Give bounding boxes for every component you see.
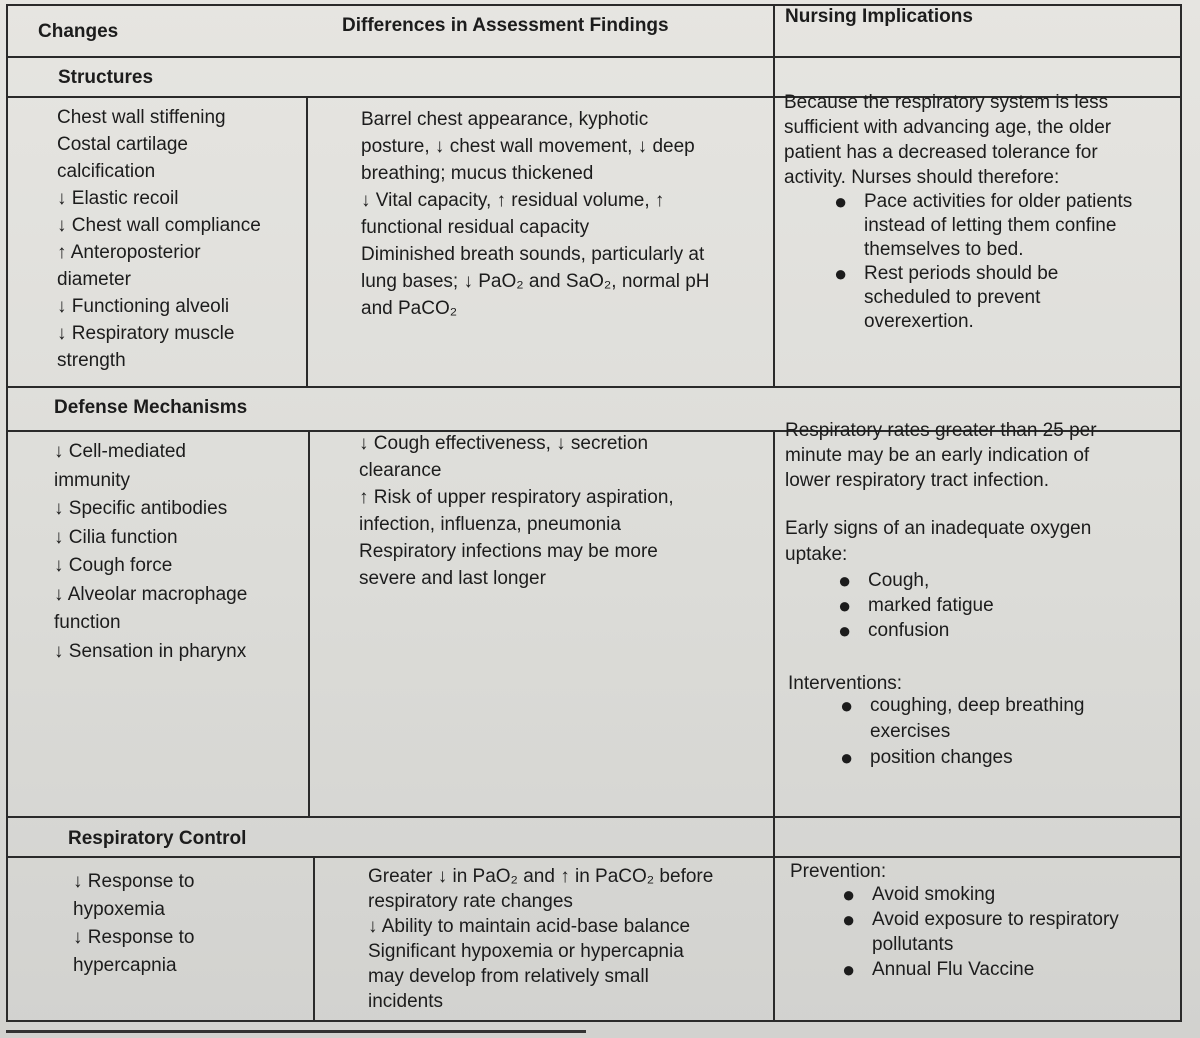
text-line: coughing, deep breathing bbox=[870, 695, 1085, 716]
text-line: Avoid exposure to respiratory bbox=[872, 909, 1119, 930]
list-item bbox=[842, 882, 1119, 907]
text-line: Because the respiratory system is less bbox=[784, 92, 1109, 113]
text-line: ↓ Cell-mediated bbox=[54, 441, 186, 462]
list-item bbox=[834, 261, 1132, 334]
text-line: Pace activities for older patients bbox=[864, 191, 1133, 212]
defense-implications-p1 bbox=[785, 418, 1097, 493]
structures-implications bbox=[784, 90, 1111, 190]
text-line: scheduled to prevent bbox=[864, 287, 1041, 308]
text-line: Significant hypoxemia or hypercapnia bbox=[368, 941, 684, 962]
prevention-list bbox=[842, 882, 1119, 982]
list-item bbox=[838, 618, 994, 643]
text-line: Costal cartilage bbox=[57, 134, 188, 155]
header-implications: Nursing Implications bbox=[785, 6, 973, 27]
text-line: Greater ↓ in PaO₂ and ↑ in PaCO₂ before bbox=[368, 866, 714, 887]
structures-implications-list bbox=[834, 189, 1133, 334]
col2-divider-top bbox=[773, 6, 775, 386]
header-differences: Differences in Assessment Findings bbox=[342, 15, 669, 36]
control-changes bbox=[73, 868, 194, 980]
bullet-icon: ● bbox=[842, 957, 856, 982]
text-line: functional residual capacity bbox=[361, 217, 590, 238]
text-line: Diminished breath sounds, particularly at bbox=[361, 244, 705, 265]
text-line: function bbox=[54, 612, 121, 633]
bullet-icon: ● bbox=[838, 593, 852, 618]
bullet-icon: ● bbox=[842, 882, 856, 907]
list-item bbox=[840, 693, 1085, 745]
text-line: marked fatigue bbox=[868, 595, 994, 616]
text-line: confusion bbox=[868, 620, 950, 641]
text-line: Chest wall stiffening bbox=[57, 107, 226, 128]
text-line: ↓ Response to bbox=[73, 871, 195, 892]
text-line: diameter bbox=[57, 269, 131, 290]
text-line: incidents bbox=[368, 991, 443, 1012]
defense-changes bbox=[54, 438, 247, 666]
text-line: exercises bbox=[870, 721, 951, 742]
text-line: pollutants bbox=[872, 934, 954, 955]
text-line: lower respiratory tract infection. bbox=[785, 470, 1049, 491]
text-line: instead of letting them confine bbox=[864, 215, 1117, 236]
list-item bbox=[834, 189, 1133, 262]
control-top-divider bbox=[8, 816, 1180, 818]
text-line: Respiratory infections may be more bbox=[359, 541, 658, 562]
text-line: severe and last longer bbox=[359, 568, 546, 589]
text-line: themselves to bed. bbox=[864, 239, 1024, 260]
text-line: calcification bbox=[57, 161, 156, 182]
bullet-icon: ● bbox=[840, 693, 854, 718]
section-title-structures: Structures bbox=[58, 67, 154, 88]
list-item bbox=[842, 957, 1119, 982]
text-line: lung bases; ↓ PaO₂ and SaO₂, normal pH bbox=[361, 271, 710, 292]
text-line: Avoid smoking bbox=[872, 884, 996, 905]
text-line: ↓ Cough effectiveness, ↓ secretion bbox=[359, 433, 649, 454]
text-line: ↓ Specific antibodies bbox=[54, 498, 228, 519]
control-findings bbox=[368, 864, 713, 1014]
text-line: clearance bbox=[359, 460, 442, 481]
text-line: ↓ Cilia function bbox=[54, 526, 178, 548]
defense-implications-p2 bbox=[785, 516, 1091, 568]
structures-findings bbox=[361, 106, 710, 322]
bullet-icon: ● bbox=[838, 618, 852, 643]
text-line: hypercapnia bbox=[73, 955, 177, 976]
text-line: uptake: bbox=[785, 544, 848, 565]
defense-signs-list bbox=[838, 568, 994, 643]
text-line: ↑ Anteroposterior bbox=[57, 242, 201, 263]
section-title-defense: Defense Mechanisms bbox=[54, 397, 248, 418]
control-divider bbox=[8, 856, 1180, 858]
text-line: respiratory rate changes bbox=[368, 891, 573, 912]
header-changes: Changes bbox=[38, 21, 119, 42]
text-line: immunity bbox=[54, 469, 131, 491]
defense-findings bbox=[359, 430, 674, 592]
text-line: posture, ↓ chest wall movement, ↓ deep bbox=[361, 136, 695, 157]
text-line: ↓ Sensation in pharynx bbox=[54, 640, 247, 662]
text-line: ↓ Chest wall compliance bbox=[57, 215, 261, 236]
text-line: ↓ Ability to maintain acid-base balance bbox=[368, 916, 691, 937]
text-line: may develop from relatively small bbox=[368, 966, 649, 987]
text-line: ↓ Functioning alveoli bbox=[57, 296, 230, 317]
text-line: Respiratory rates greater than 25 per bbox=[785, 420, 1097, 441]
text-line: ↓ Alveolar macrophage bbox=[54, 583, 248, 605]
text-line: Annual Flu Vaccine bbox=[872, 959, 1035, 980]
bullet-icon: ● bbox=[842, 907, 856, 932]
list-item bbox=[842, 907, 1119, 957]
text-line: ↓ Vital capacity, ↑ residual volume, ↑ bbox=[361, 190, 665, 211]
text-line: position changes bbox=[870, 747, 1013, 768]
text-line: infection, influenza, pneumonia bbox=[359, 514, 621, 535]
text-line: Rest periods should be bbox=[864, 263, 1059, 284]
interventions-title: Interventions: bbox=[788, 673, 903, 694]
col2-divider-bottom bbox=[773, 430, 775, 1022]
bullet-icon: ● bbox=[834, 261, 848, 286]
col1-divider-defense bbox=[308, 430, 310, 816]
text-line: strength bbox=[57, 350, 126, 371]
text-line: minute may be an early indication of bbox=[785, 445, 1090, 466]
bullet-icon: ● bbox=[838, 568, 852, 593]
text-line: Cough, bbox=[868, 570, 930, 591]
col1-divider-structures bbox=[306, 96, 308, 386]
text-line: activity. Nurses should therefore: bbox=[784, 167, 1060, 188]
text-line: hypoxemia bbox=[73, 899, 165, 920]
structures-changes bbox=[57, 104, 261, 374]
defense-top-divider bbox=[8, 386, 1180, 388]
text-line: ↓ Response to bbox=[73, 927, 195, 948]
text-line: Early signs of an inadequate oxygen bbox=[785, 518, 1092, 539]
text-line: Barrel chest appearance, kyphotic bbox=[361, 109, 649, 130]
col1-divider-control bbox=[313, 856, 315, 1022]
header-divider bbox=[8, 56, 1180, 58]
text-line: ↓ Respiratory muscle bbox=[57, 323, 235, 344]
text-line: and PaCO₂ bbox=[361, 298, 458, 319]
section-title-control: Respiratory Control bbox=[68, 828, 247, 849]
text-line: breathing; mucus thickened bbox=[361, 163, 594, 184]
list-item bbox=[840, 745, 1084, 771]
text-line: ↑ Risk of upper respiratory aspiration, bbox=[359, 487, 674, 508]
page-bottom-rule bbox=[6, 1030, 586, 1033]
list-item bbox=[838, 568, 994, 593]
list-item bbox=[838, 593, 994, 618]
bullet-icon: ● bbox=[834, 189, 848, 214]
text-line: overexertion. bbox=[864, 311, 974, 332]
text-line: sufficient with advancing age, the older bbox=[784, 117, 1112, 138]
text-line: ↓ Cough force bbox=[54, 555, 173, 576]
text-line: ↓ Elastic recoil bbox=[57, 188, 179, 209]
bullet-icon: ● bbox=[840, 745, 854, 770]
interventions-list bbox=[840, 693, 1085, 771]
text-line: patient has a decreased tolerance for bbox=[784, 142, 1098, 163]
prevention-title: Prevention: bbox=[790, 861, 887, 882]
